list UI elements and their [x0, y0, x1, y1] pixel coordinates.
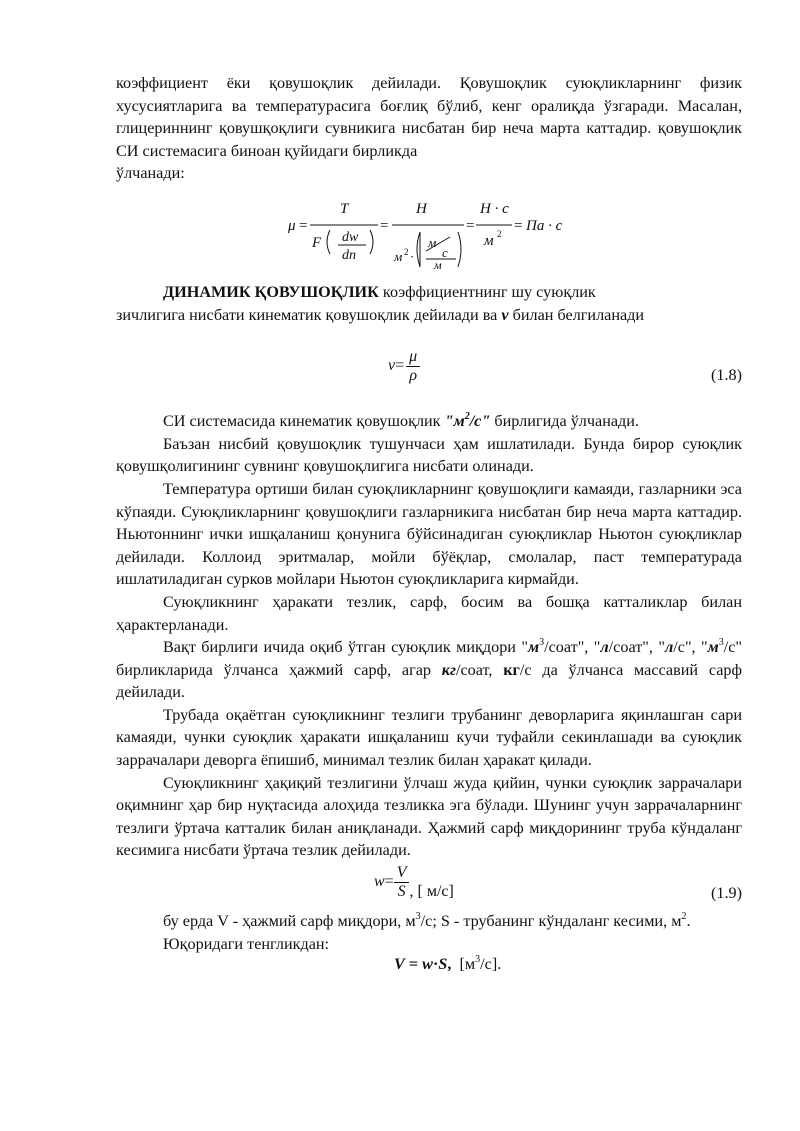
text-line: /с" бирликларида ўлчанса ҳажмий сарф, агар: [116, 638, 742, 679]
eq-body: [394, 955, 501, 974]
eq-num: μ: [409, 348, 418, 366]
paragraph-motion: [116, 591, 742, 636]
text-line: бу ерда V - ҳажмий сарф миқдори, м: [163, 912, 416, 931]
eq-square: 2: [404, 246, 409, 257]
eq-equals: =: [380, 217, 389, 234]
text-line: Масалан, глицериннинг қовушқоқлиги сувникига нисбатан бир неча марта: [116, 96, 743, 138]
text-line: Суюқликнинг ҳаракати тезлик, сарф, босим ва бошқа катталиклар билан: [163, 592, 742, 611]
text-line: ҳарактерланади.: [116, 615, 229, 634]
paragraph-si-units: [116, 410, 742, 433]
paragraph-from-above: [116, 933, 742, 956]
eq-dot: ·: [432, 955, 439, 974]
eq-V: V: [394, 955, 405, 974]
text-line: /соат,: [455, 660, 504, 679]
equation-dynamic-viscosity: [116, 185, 742, 271]
text-line: Баъзан нисбий қовушоқлик тушунчаси ҳам ишлатилади. Бунда бирор: [163, 434, 675, 453]
unit-m: м: [527, 638, 540, 657]
text-line: яқинлашган сари камаяди, чунки суюқлик ҳаракати ишқаланиш кучи туфайли: [116, 705, 743, 747]
eq-Hc: H · c: [480, 200, 509, 217]
superscript: 3: [475, 953, 481, 965]
text-line: нисбатан бир неча марта каттадир. Ньютоннинг ички ишқаланиш қонунига: [116, 502, 743, 544]
bold-term: ДИНАМИК ҚОВУШОҚЛИК: [163, 282, 379, 301]
paragraph-dynamic-viscosity: [116, 281, 742, 304]
text-line: Шунинг учун заррачаларнинг тезлиги ўртача катталик билан аниқланади.: [116, 796, 743, 837]
unit-l: л: [664, 638, 674, 657]
eq-dn: dn: [342, 247, 356, 263]
eq-m: м: [428, 234, 437, 250]
eq-dw: dw: [342, 229, 359, 245]
text-line: Трубада оқаётган суюқликнинг тезлиги трубанинг деворларига: [163, 705, 615, 724]
eq-den: ρ: [406, 366, 420, 385]
paragraph-intro: [116, 72, 742, 162]
paragraph-where: [116, 910, 742, 933]
unit-m2s: [445, 412, 491, 430]
text-line: /с да: [519, 660, 558, 679]
text-line: заррачалари оқимнинг ҳар бир нуқтасида алоҳида тезликка эга бўлади.: [116, 773, 743, 815]
eq-unit: [м: [459, 955, 476, 974]
eq-unit: /с].: [480, 955, 502, 974]
superscript: 3: [415, 910, 421, 922]
text-line: СИ системасида кинематик қовушоқлик: [163, 412, 445, 431]
eq-equals: =: [395, 357, 405, 375]
eq-equals: =: [404, 955, 423, 974]
text-line: секинлашади ва суюқлик заррачалари деворга ёпишиб, минимал тезлик: [116, 728, 743, 770]
unit-kg: кг: [441, 660, 456, 679]
eq-w: w: [422, 955, 433, 974]
text-line: дейилади.: [341, 841, 411, 860]
right-paren: [370, 230, 373, 254]
paragraph-flow-rate: [116, 636, 742, 704]
eq-fraction: [394, 864, 410, 901]
eq-m2b: м: [484, 232, 494, 249]
text-line: сурков мойлари Ньютон суюқликларига кирмайди.: [226, 570, 579, 589]
eq-square: 2: [497, 228, 502, 239]
text-line: эритмалар, мойли бўёқлар, смолалар, паст температурада ишлатиладиган: [116, 547, 742, 589]
text-line: суюқлик қовушқолигининг сувнинг қовушоқлигига нисбати олинади.: [116, 434, 743, 476]
text-line: /с", ": [673, 638, 708, 657]
eq-equals: =: [384, 873, 394, 891]
text-line: Вақт бирлиги ичида оқиб ўтган суюқлик миқдори ": [163, 638, 528, 657]
unit-m: м: [707, 638, 719, 657]
equation-number: (1.9): [710, 884, 742, 903]
eq-w: w: [374, 873, 385, 891]
text-line: хусусиятларига ва температурасига боғлиқ бўлиб, кенг оралиқда ўзгаради.: [116, 96, 669, 115]
text-line: /с; S - трубанинг кўндаланг: [420, 912, 610, 931]
equation-1-9: [116, 862, 742, 910]
text-line: ўлчанса массавий сарф дейилади.: [116, 660, 743, 702]
eq-fraction: [406, 348, 420, 385]
paragraph-pipe-velocity: [116, 704, 742, 772]
text-line: каттадир. қовушоқлик СИ системасига биноан қуйидаги бирликда: [116, 119, 743, 160]
text-line: /соат",: [608, 638, 653, 657]
paragraph-mean-velocity: [116, 772, 742, 862]
text-line: билан ҳаракат қилади.: [438, 751, 592, 770]
text-line: ": [658, 638, 665, 657]
text-line: Ҳажмий сарф миқдорининг труба кўндаланг кесимига нисбати ўртача тезлик: [116, 818, 743, 860]
eq-unit: , [ м/с]: [409, 883, 454, 901]
eq-c: с: [442, 244, 448, 260]
superscript: 3: [718, 636, 724, 648]
equation-volume-flow: [116, 955, 742, 981]
text-line: Температура ортиши билан суюқликларнинг қовушоқлиги камаяди,: [163, 479, 635, 498]
eq-num: V: [396, 864, 407, 882]
text-line: ўлчанади:: [116, 164, 185, 183]
eq-m2: м: [394, 248, 403, 264]
text-line: бўйсинадиган суюқликлар Ньютон суюқликлар дейилади. Коллоид: [116, 525, 743, 566]
paragraph-intro-end: [116, 162, 742, 185]
unit-l: л: [600, 638, 609, 657]
text-line: газларники эса кўпаяди. Суюқликларнинг қовушоқлиги газларникига: [116, 479, 742, 521]
text-line: билан белгиланади: [508, 305, 645, 324]
unit-part: /с": [469, 412, 491, 431]
eq-dot: ·: [410, 248, 415, 264]
eq-m: м: [434, 257, 442, 271]
paragraph-temperature: [116, 478, 742, 591]
eq-F: F: [312, 234, 322, 251]
text-line: Юқоридаги тенгликдан:: [163, 934, 330, 953]
text-line: коэффициентнинг шу суюқлик: [378, 282, 596, 301]
left-paren: [327, 230, 330, 254]
paragraph-relative-viscosity: [116, 433, 742, 478]
paragraph-dynamic-viscosity-end: [116, 304, 742, 327]
equation-svg: [116, 185, 742, 271]
eq-H: H: [416, 200, 427, 217]
eq-equals: =: [299, 217, 308, 234]
eq-comma: ,: [447, 955, 452, 974]
eq-nu: ν: [388, 357, 396, 375]
text-line: кесими, м: [613, 912, 682, 931]
eq-equals: =: [514, 217, 523, 234]
unit-part: "м: [444, 412, 465, 431]
text-line: бирлигида ўлчанади.: [490, 412, 639, 431]
eq-mu-symbol: μ: [288, 217, 296, 234]
superscript: 3: [539, 636, 545, 648]
document-page: [116, 72, 742, 981]
eq-den: S: [394, 882, 410, 901]
eq-S: S: [438, 955, 448, 974]
unit-kg: кг: [503, 660, 520, 679]
right-paren: [458, 232, 461, 267]
text-line: зичлигига нисбати кинематик қовушоқлик дейилади ва: [116, 305, 502, 324]
text-line: Суюқликнинг ҳақиқий тезлигини ўлчаш жуда қийин, чунки суюқлик: [163, 773, 653, 792]
nu-symbol: ν: [501, 305, 509, 324]
eq-equals: =: [466, 217, 475, 234]
equation-number: (1.8): [710, 366, 742, 385]
text-line: .: [686, 912, 691, 931]
superscript: 2: [464, 410, 470, 422]
eq-body: [388, 348, 420, 385]
eq-body: [374, 864, 454, 901]
superscript: 2: [681, 910, 687, 922]
text-line: коэффициент ёки қовушоқлик дейилади. Қовушоқлик суюқликларнинг физик: [116, 74, 742, 92]
equation-1-8: [116, 342, 742, 398]
eq-pa-s: Па · с: [526, 217, 563, 234]
eq-T: T: [340, 200, 349, 217]
text-line: /соат", ": [544, 638, 601, 657]
